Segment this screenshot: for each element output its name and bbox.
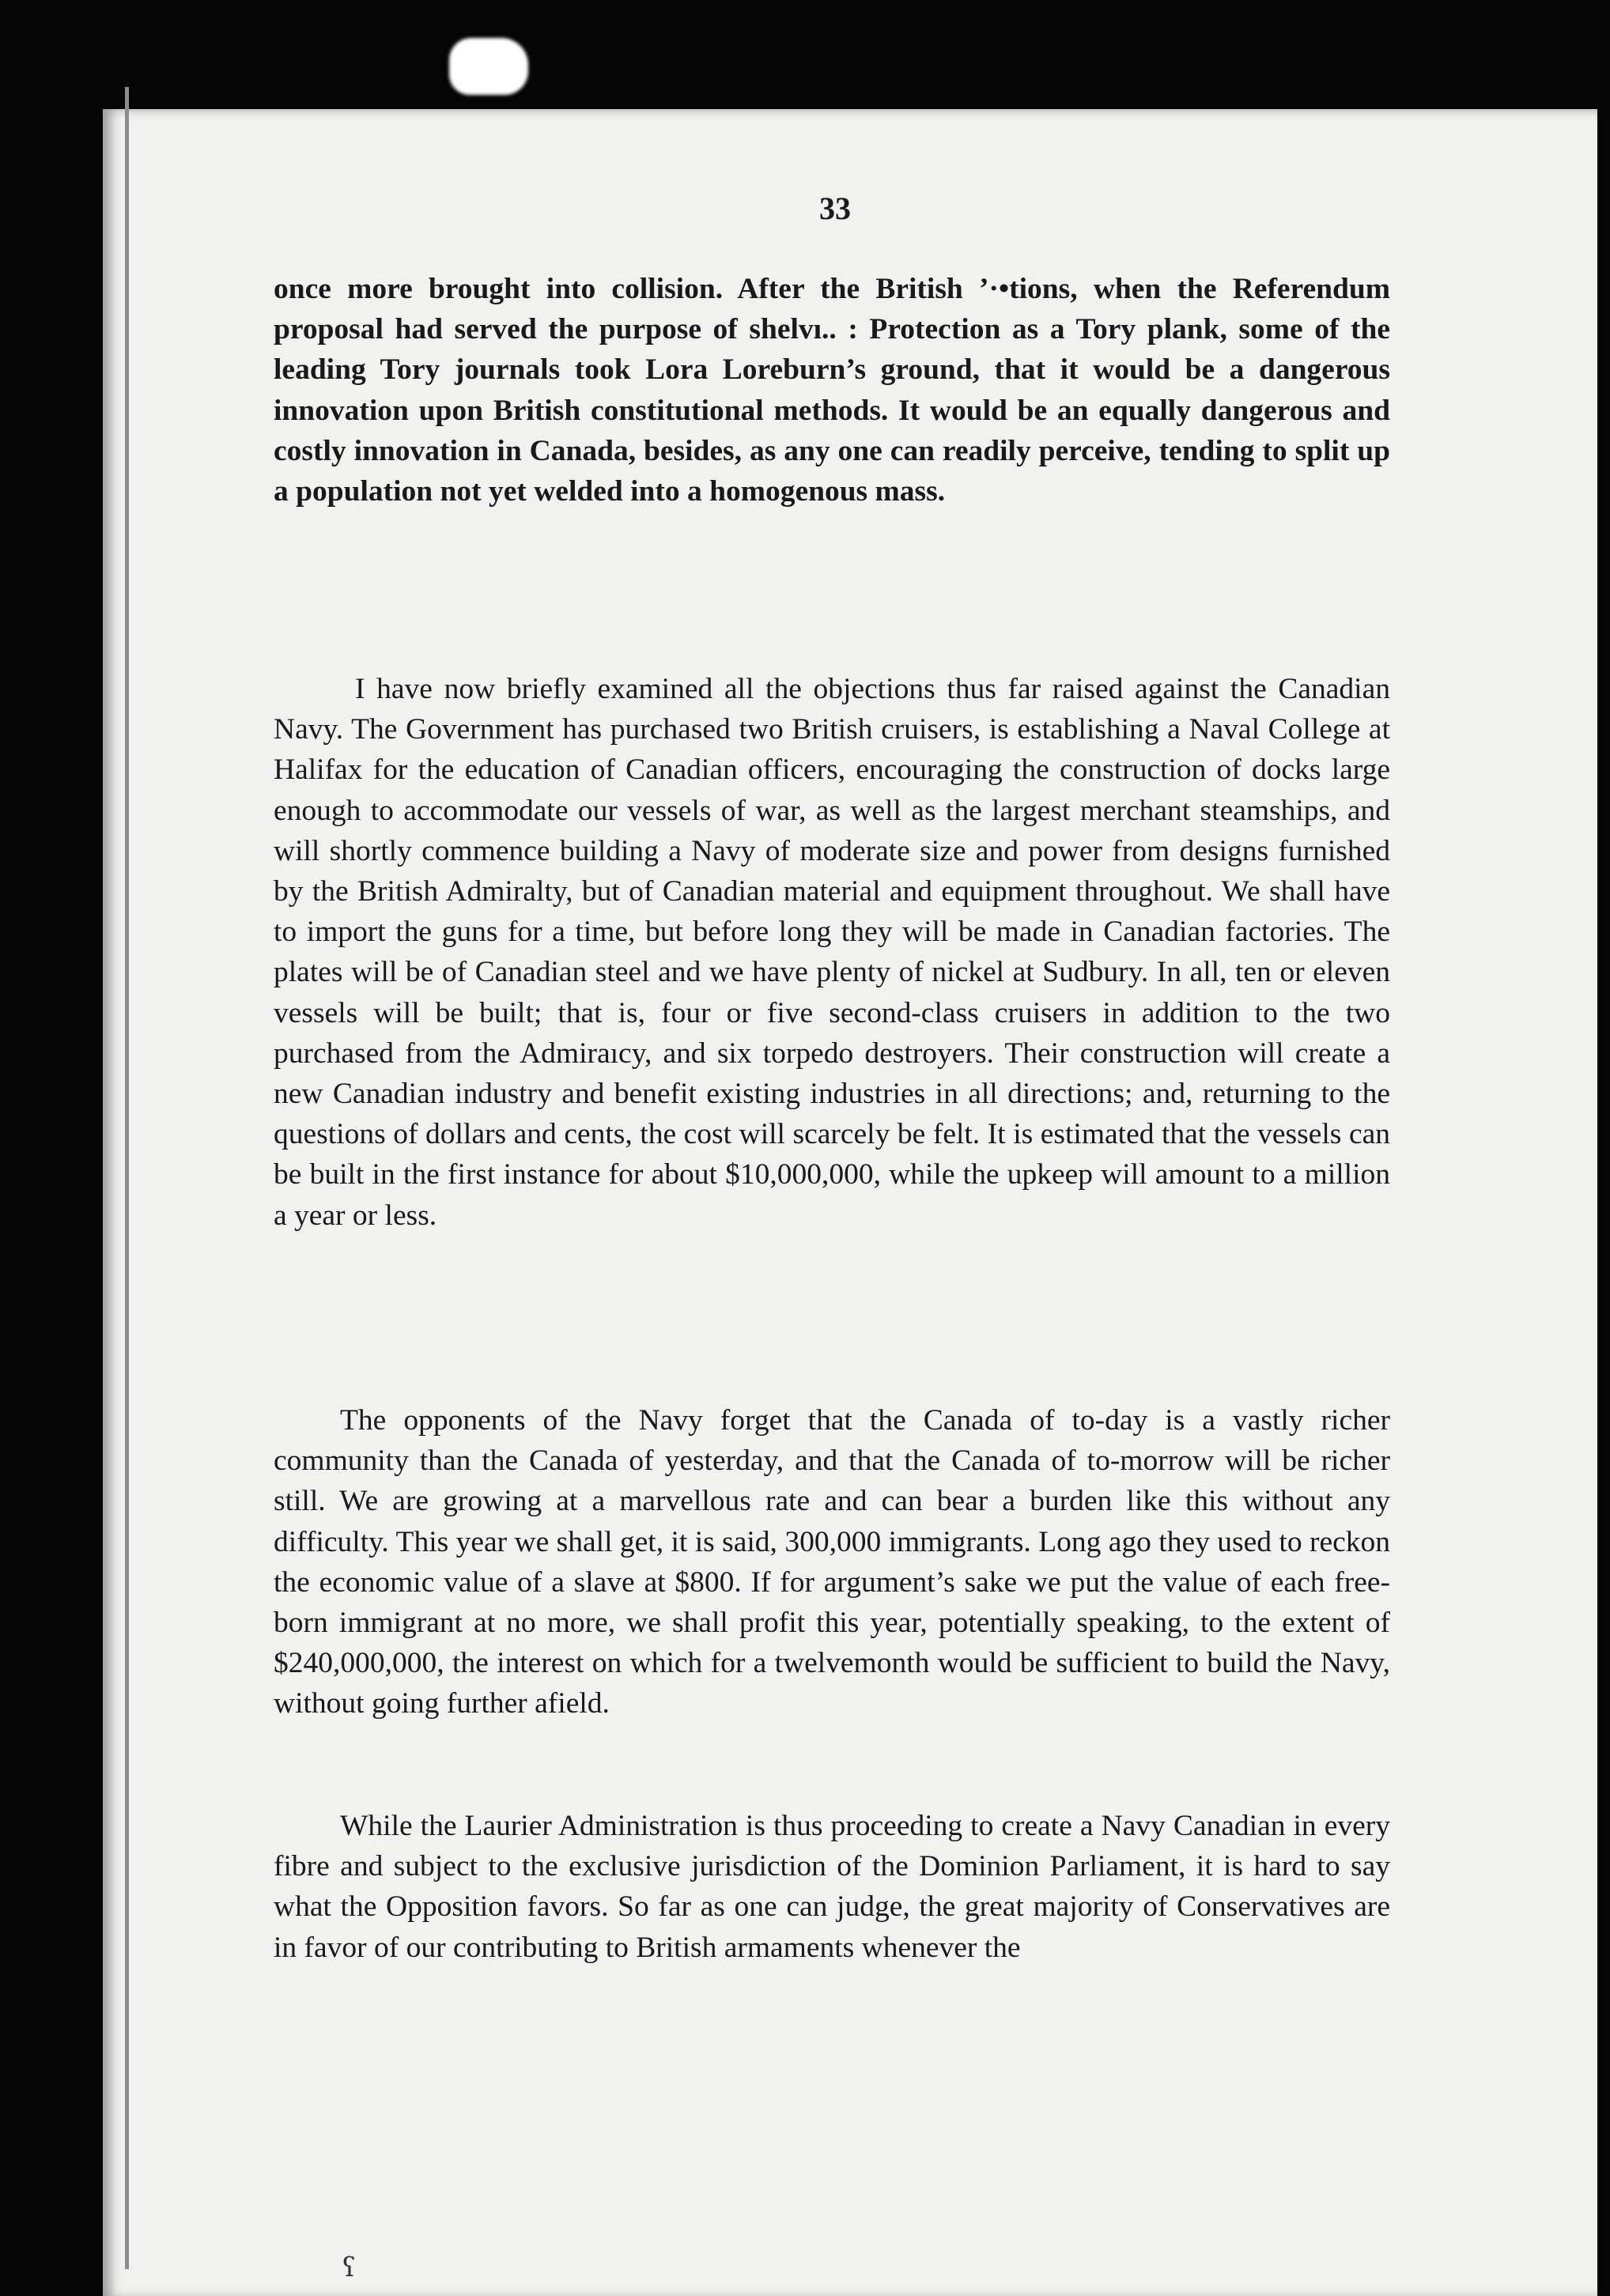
paragraph-laurier-administration: While the Laurier Administration is thus proceeding to create a Navy Canadian in every fibre and subject to the exclusive jurisdiction of the Dominion Parliament, it is hard to say what the Opposition favors. So far as one can judge, the great majority of Conservatives are in favor of our contributing to British armaments whenever the (274, 1810, 1390, 1964)
paragraph-opponents: The opponents of the Navy forget that the Canada of to-day is a vastly richer community than the Canada of yesterday, and that the Canada of to-morrow will be richer still. We are growing at a marvellous rate and can bear a burden like this without any difficulty. This year we shall get, it is said, 300,000 immigrants. Long ago they used to reckon the economic value of a slave at $800. If for argument’s sake we put the value of each free-born immigrant at no more, we shall profit this year, potentially speaking, to the extent of $240,000,000, the interest on which for a twelvemonth would be sufficient to build the Navy, without going further afield. (274, 1404, 1390, 1720)
binding-edge (125, 87, 129, 2269)
light-flare (449, 38, 528, 95)
page-number: 33 (819, 191, 851, 226)
margin-mark: ʕ (342, 2252, 357, 2283)
paragraph-continuation: once more brought into collision. After the British ’·•tions, when the Referendum proposal had served the purpose of shelvı.. : Protection as a Tory plank, some of the leading Tory journals took Lora Loreburn’s ground, that it would be a dangerous innovation upon British constitutional methods. It would be an equally dangerous and costly innovation in Canada, besides, as any one can readily perceive, tending to split up a population not yet welded into a homogenous mass. (274, 273, 1390, 508)
paragraph-navy-objections: I have now briefly examined all the objections thus far raised against the Canadian Navy. The Government has purchased two British cruisers, is establishing a Naval College at Halifax for the education of Canadian officers, encouraging the construction of docks large enough to accommodate our vessels of war, as well as the largest merchant steamships, and will shortly commence building a Navy of moderate size and power from designs furnished by the British Admiralty, but of Canadian material and equipment throughout. We shall have to import the guns for a time, but before long they will be made in Canadian factories. The plates will be of Canadian steel and we have plenty of nickel at Sudbury. In all, ten or eleven vessels will be built; that is, four or five second-class cruisers in addition to the two purchased from the Admiraıcy, and six torpedo destroyers. Their construction will create a new Canadian industry and benefit existing industries in all directions; and, returning to the questions of dollars and cents, the cost will scarcely be felt. It is estimated that the vessels can be built in the first instance for about $10,000,000, while the upkeep will amount to a million a year or less. (274, 673, 1390, 1232)
